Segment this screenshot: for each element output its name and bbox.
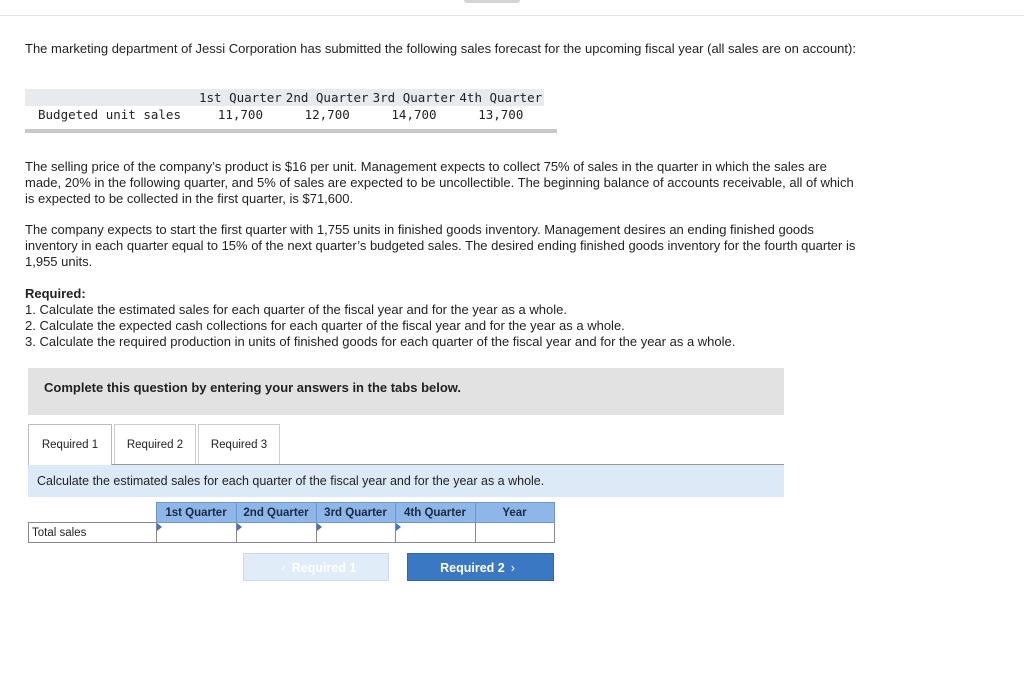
tab-bar [28, 424, 784, 465]
required-item-2: 2. Calculate the expected cash collections for each quarter of the fiscal year and for the year as a whole. [25, 318, 625, 333]
total-sales-q3-input[interactable] [317, 523, 395, 542]
complete-question-text: Complete this question by entering your answers in the tabs below. [44, 380, 462, 395]
answer-header-q2: 2nd Quarter [236, 503, 316, 523]
required-item-3: 3. Calculate the required production in units of finished goods for each quarter of the fiscal year and for the year as a whole. [25, 334, 736, 349]
total-sales-q2-input[interactable] [237, 523, 316, 542]
forecast-bottom-rule [25, 129, 557, 133]
inventory-paragraph: The company expects to start the first quarter with 1,755 units in finished goods inventory. Management desires an ending finished goods inventory in each quarter equal to 15% of the next quarter’s budgeted sales. The desired ending finished goods inventory for the fourth quarter is 1,955 units. [25, 222, 856, 269]
answer-grid-header-blank [29, 503, 157, 523]
required-heading: Required: [25, 286, 86, 301]
forecast-value-q3: 14,700 [391, 107, 437, 122]
tab-required-2[interactable]: Required 2 [114, 424, 196, 464]
forecast-header-blank [25, 89, 197, 106]
chevron-right-icon: › [510, 561, 515, 575]
answer-cell-q3 [316, 523, 395, 543]
forecast-header-q1: 1st Quarter [199, 90, 282, 105]
chevron-left-icon: ‹ [281, 561, 286, 575]
instruction-text: Calculate the estimated sales for each quarter of the fiscal year and for the year as a whole. [37, 474, 545, 488]
forecast-value-q1: 11,700 [217, 107, 263, 122]
forecast-table [25, 89, 557, 133]
answer-header-year: Year [475, 503, 554, 523]
forecast-row-label: Budgeted unit sales [38, 107, 181, 122]
answer-cell-year [475, 523, 554, 543]
answer-header-q1: 1st Quarter [156, 503, 236, 523]
tab-required-1[interactable]: Required 1 [28, 424, 112, 465]
answer-grid-header-row [29, 503, 555, 523]
forecast-values-row [25, 106, 544, 123]
top-bar-handle [464, 0, 520, 3]
answer-cell-q4 [395, 523, 475, 543]
required-list [25, 302, 735, 350]
total-sales-year-input[interactable] [476, 523, 554, 542]
cell-marker-icon [317, 523, 322, 531]
answer-row-label: Total sales [29, 523, 157, 543]
next-button-label: Required 2 [440, 561, 505, 575]
top-bar [0, 0, 1024, 16]
instruction-banner [28, 465, 784, 497]
prev-required-button[interactable] [243, 553, 389, 581]
forecast-value-q2: 12,700 [304, 107, 350, 122]
answer-header-q3: 3rd Quarter [316, 503, 395, 523]
complete-question-banner [28, 368, 784, 415]
prev-button-label: Required 1 [291, 561, 357, 575]
total-sales-q4-input[interactable] [396, 523, 475, 542]
cell-marker-icon [396, 523, 401, 531]
forecast-header-q3: 3rd Quarter [372, 90, 456, 105]
intro-text: The marketing department of Jessi Corporation has submitted the following sales forecast for the upcoming fiscal year (all sales are on account): [25, 41, 856, 56]
answer-header-q4: 4th Quarter [395, 503, 475, 523]
forecast-header-q4: 4th Quarter [459, 90, 543, 105]
answer-row-total-sales [29, 523, 555, 543]
forecast-value-q4: 13,700 [478, 107, 524, 122]
next-required-button[interactable] [407, 553, 554, 581]
tab-required-3[interactable]: Required 3 [198, 424, 280, 464]
answer-cell-q1 [156, 523, 236, 543]
cell-marker-icon [157, 523, 162, 531]
required-item-1: 1. Calculate the estimated sales for each quarter of the fiscal year and for the year as a whole. [25, 302, 567, 317]
cell-marker-icon [237, 523, 242, 531]
selling-price-paragraph: The selling price of the company’s product is $16 per unit. Management expects to collect 75% of sales in the quarter in which the sales are made, 20% in the following quarter, and 5% of sales are expected to be uncollectible. The beginning balance of accounts receivable, all of which is expected to be collected in the first quarter, is $71,600. [25, 159, 854, 206]
answer-cell-q2 [236, 523, 316, 543]
forecast-header-row [25, 89, 544, 106]
forecast-header-q2: 2nd Quarter [285, 90, 369, 105]
total-sales-q1-input[interactable] [157, 523, 236, 542]
answer-grid [28, 502, 555, 543]
